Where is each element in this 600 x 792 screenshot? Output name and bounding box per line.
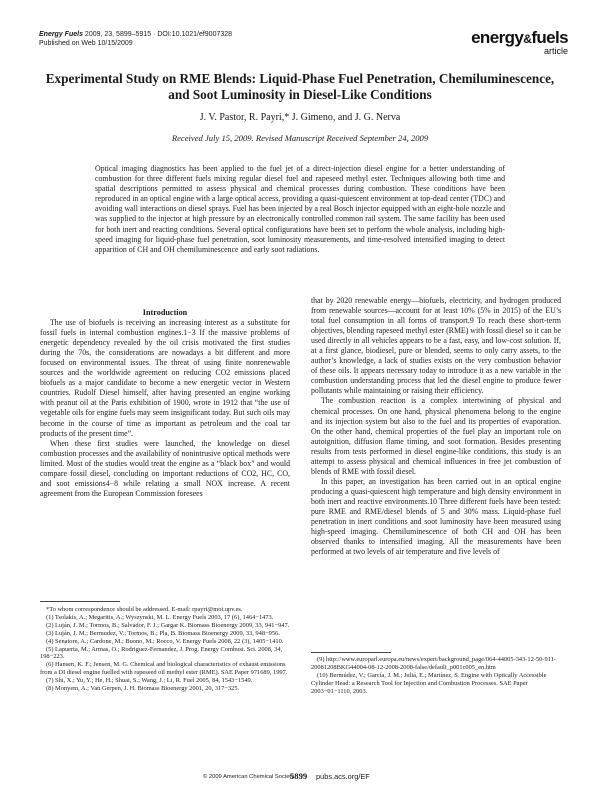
footnote-ref-3: (3) Luján, J. M.; Bermudez, V.; Tormos, B.; Pla, B. Biomass Bioenergy 2009, 33, 948−956. [46, 629, 280, 637]
intro-paragraph-2: When these first studies were launched, the knowledge on diesel combustion processes and the availability of nonintrusive optical methods were limited. Most of the studies would treat the engine as a “black box” and would compare fossil diesel, concluding on important reductions of CO2, HC, CO, and soot emissions4−8 while relating a small NOX increase. A recent agreement from the European Commission foresees [40, 438, 290, 498]
journal-url: pubs.acs.org/EF [316, 772, 370, 781]
footnotes-left [40, 606, 290, 693]
journal-logo [456, 28, 568, 56]
intro-paragraph-continued: that by 2020 renewable energy—biofuels, electricity, and hydrogen produced from renewable sources—account for at least 10% (5% in 2015) of the EU’s total fuel consumption in all forms of transport.9 To reach these short-term objectives, blending rapeseed methyl ester (RME) with fossil diesel so it can be used directly in all vehicles appears to be a fast, easy, and low-cost solution. If, at a first glance, biodiesel, pure or blended, seems to only carry assets, to the author’s knowledge, a lack of studies exists on the very combustion behavior of these oils. It appears necessary today to introduce it as a new variable in the combustion understanding process that led the diesel engine to produce fewer pollutants while maintaining or raising their efficiency. [311, 296, 561, 396]
abstract: Optical imaging diagnostics has been applied to the fuel jet of a direct-injection diesel engine for a better understanding of combustion for three different fuels mixing regular diesel fuel and rapeseed methyl ester. Techniques allowing both time and spatial descriptions permitted to assess physical and chemical processes during combustion. These conditions have been reproduced in an optical engine with a large optical access, providing a quasi-quiescent environment at top-dead center (TDC) and avoiding wall interactions on diesel sprays. Fuel has been injected by a real Bosch injector equipped with an eight-hole nozzle and was supplied to the injector at high pressure by an electronically controlled common rail system. The same facility has been used for both inert and reacting conditions. Several optical configurations have been set to perform the whole analysis, including high-speed imaging for liquid-phase fuel penetration, soot luminosity measurements, and time-resolved intensified imaging to detect apparition of CH and OH chemiluminescence and early soot radiations. [95, 164, 505, 254]
footnote-ref-7: (7) Shi, X.; Yu, Y.; He, H.; Shuai, S.; Wang, J.; Li, R. Fuel 2005, 84, 1543−1549. [46, 677, 253, 685]
right-column [311, 296, 561, 557]
footnote-ref-9: (9) http://www.europarl.europa.eu/news/expert/background_page/064-44005-343-12-50-911-20081208BKG44004-08-12-2008-2008-false/default_p001c005_en.htm [311, 656, 556, 671]
citation-details: 2009, 23, 5899–5915 · DOI:10.1021/ef9007328 [84, 31, 233, 38]
copyright-notice: © 2009 American Chemical Society [203, 774, 294, 780]
footnote-ref-2: (2) Luján, J. M.; Tormos, B.; Salvador, F. J.; Gargar K. Biomass Bioenergy 2009, 33, 941−947. [46, 621, 290, 629]
intro-paragraph-1: The use of biofuels is receiving an increasing interest as a substitute for fossil fuels in internal combustion engines.1−3 If the massive problems of energetic dependency revealed by the oil crisis motivated the first studies during the 70s, the considerations are nowadays a bit different and more focused on environmental issues. The threat of using finite nonrenewable sources and the worldwide agreement on reducing CO2 emissions placed biofuels as a major candidate to become a new energetic vector in Western countries. Rudolf Diesel himself, after having presented an engine working with peanut oil at the Paris exhibition of 1900, wrote in 1912 that “the use of vegetable oils for engine fuels may seem insignificant today. But such oils may become in the course of time as important as petroleum and the coal tar products of the present time”. [40, 318, 290, 438]
paper-title: Experimental Study on RME Blends: Liquid-Phase Fuel Penetration, Chemiluminescence, and Soot Luminosity in Diesel-Like Conditions [45, 71, 555, 102]
footnote-ref-4: (4) Senatore, A.; Cardone, M.; Buono, M.; Rocco, V. Energy Fuels 2008, 22 (3), 1405−1410. [46, 637, 284, 645]
journal-name: Energy Fuels [39, 31, 83, 38]
page-number: 5899 [290, 771, 308, 781]
footnote-divider-right [311, 652, 391, 653]
journal-citation [39, 30, 232, 48]
published-date: Published on Web 10/15/2009 [39, 40, 133, 47]
footnote-ref-1: (1) Tsolakis, A.; Megaritis, A.; Wyszynski, M. L. Energy Fuels 2003, 17 (6), 1464−1473. [46, 613, 274, 621]
left-column [40, 308, 290, 499]
footnote-divider-left [40, 601, 120, 602]
author-list: J. V. Pastor, R. Payri,* J. Gimeno, and J. G. Nerva [199, 112, 401, 123]
citation-line [39, 30, 232, 39]
logo-wordmark [456, 28, 568, 48]
footnote-ref-10: (10) Bermúdez, V.; García, J. M.; Juliá, E.; Martínez, S. Engine with Optically Accessible Cylinder Head: a Research Tool for Injection and Combustion Processes. SAE Paper 2003−01−1110, 2003. [311, 671, 547, 695]
logo-ampersand: & [523, 32, 532, 46]
footnote-ref-8: (8) Monyem, A.; Van Gerpen, J. H. Biomass Bioenergy 2001, 20, 317−325. [46, 685, 240, 693]
footnote-ref-5: (5) Lapuerta, M.; Armas, O.; Rodriguez-Fernandez, J. Prog. Energy Combust. Sci. 2008, 34, 198−223. [40, 645, 283, 661]
footnotes-right [311, 656, 561, 696]
logo-word-energy: energy [471, 28, 524, 47]
received-dates: Received July 15, 2009. Revised Manuscript Received September 24, 2009 [171, 133, 429, 143]
article-type-label: article [543, 46, 568, 56]
intro-paragraph-3: The combustion reaction is a complex intertwining of physical and chemical processes. On one hand, physical phenomena belong to the engine and its injection system but also to the fuel and its properties of evaporation. On the other hand, chemical properties of the fuel play an important role on autoignition, diffusion flame timing, and soot formation. Besides presenting results from tests performed in diesel engine-like conditions, this study is an attempt to assess physical and chemical influences in free jet combustion of blends of RME with fossil diesel. [311, 396, 561, 476]
footnote-correspondence: *To whom correspondence should be addressed. E-mail: rpayri@mot.upv.es. [46, 606, 243, 613]
footnote-ref-6: (6) Hansen, K. F.; Jensen, M. G. Chemical and biological characteristics of exhaust emissions from a DI diesel engine fuelled with rapeseed oil methyl ester (RME). SAE Paper 971689, 1997. [40, 661, 288, 677]
intro-paragraph-4: In this paper, an investigation has been carried out in an optical engine producing a quasi-quiescent high temperature and high density environment in both inert and reactive environments.10 Three different fuels have been tested: pure RME and RME/diesel blends of 5 and 30% mass. Liquid-phase fuel penetration in inert conditions and soot luminosity have been measured using high-speed imaging. Chemiluminescence of both CH and OH has been observed thanks to intensified imaging. All the measurements have been performed at two levels of air temperature and five levels of [311, 476, 561, 557]
logo-word-fuels: fuels [531, 28, 568, 47]
section-heading-introduction: Introduction [142, 308, 188, 317]
